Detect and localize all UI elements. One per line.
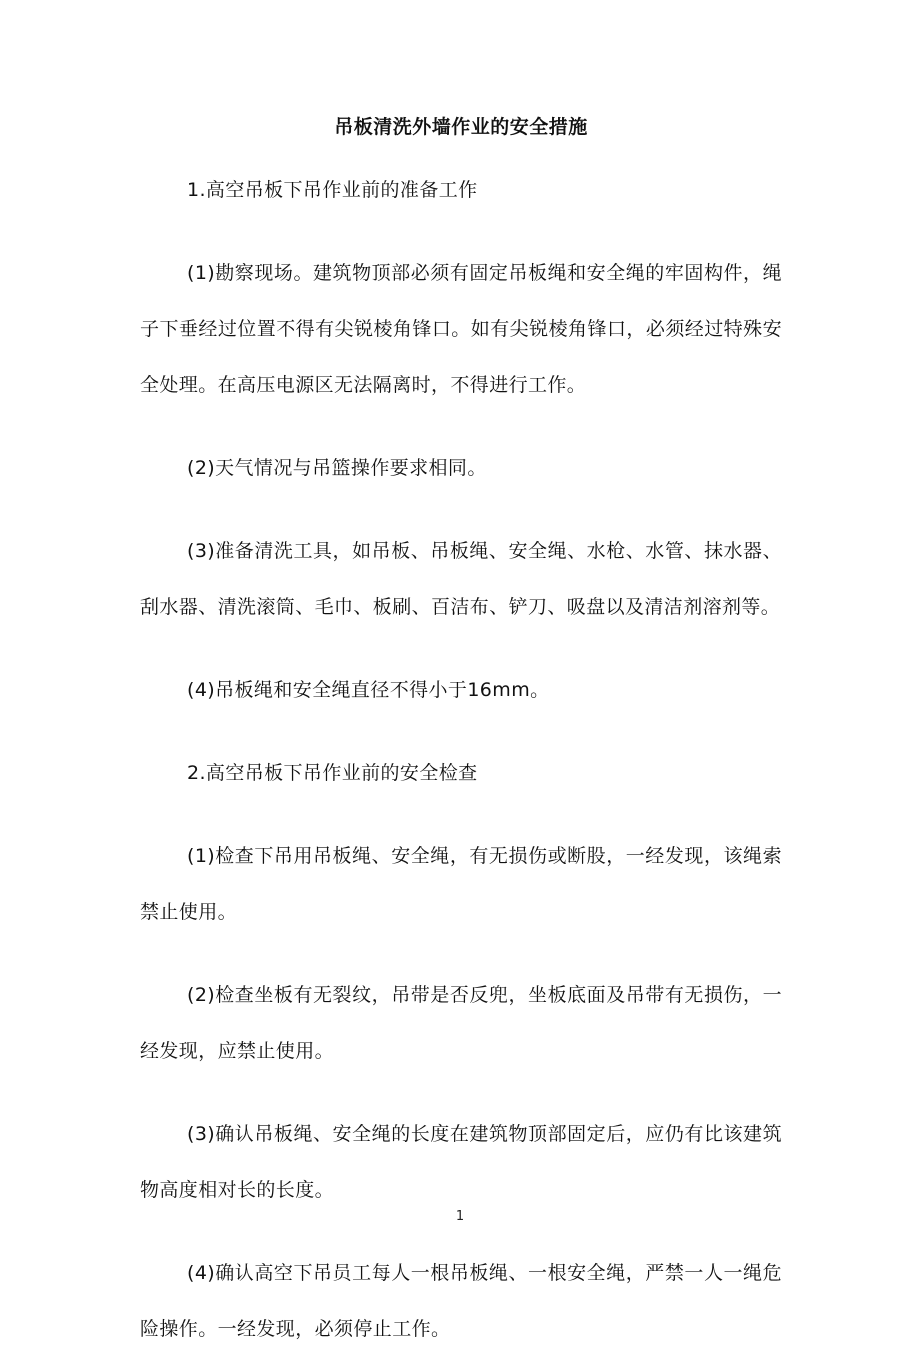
paragraph-cleaning-tools: (3)准备清洗工具，如吊板、吊板绳、安全绳、水枪、水管、抹水器、刮水器、清洗滚筒、毛巾、板刷、百洁布、铲刀、吸盘以及清洁剂溶剂等。 (140, 540, 782, 618)
section-heading-preparation: 1.高空吊板下吊作业前的准备工作 (187, 179, 478, 201)
document-title: 吊板清洗外墙作业的安全措施 (334, 116, 588, 138)
paragraph-seat-board-check: (2)检查坐板有无裂纹，吊带是否反兜，坐板底面及吊带有无损伤，一经发现，应禁止使用。 (140, 984, 782, 1062)
paragraph-rope-length: (3)确认吊板绳、安全绳的长度在建筑物顶部固定后，应仍有比该建筑物高度相对长的长度。 (140, 1123, 782, 1201)
section-heading-safety-check: 2.高空吊板下吊作业前的安全检查 (187, 762, 478, 784)
page-number: 1 (455, 1209, 465, 1224)
document-body (140, 112, 782, 1357)
paragraph-rope-diameter: (4)吊板绳和安全绳直径不得小于16mm。 (187, 679, 550, 701)
paragraph-site-survey: (1)勘察现场。建筑物顶部必须有固定吊板绳和安全绳的牢固构件，绳子下垂经过位置不得有尖锐棱角锋口。如有尖锐棱角锋口，必须经过特殊安全处理。在高压电源区无法隔离时，不得进行工作。 (140, 262, 782, 396)
paragraph-rope-check: (1)检查下吊用吊板绳、安全绳，有无损伤或断股，一经发现，该绳索禁止使用。 (140, 845, 782, 923)
paragraph-one-person-rule: (4)确认高空下吊员工每人一根吊板绳、一根安全绳，严禁一人一绳危险操作。一经发现，必须停止工作。 (140, 1262, 782, 1340)
paragraph-weather: (2)天气情况与吊篮操作要求相同。 (187, 457, 487, 479)
